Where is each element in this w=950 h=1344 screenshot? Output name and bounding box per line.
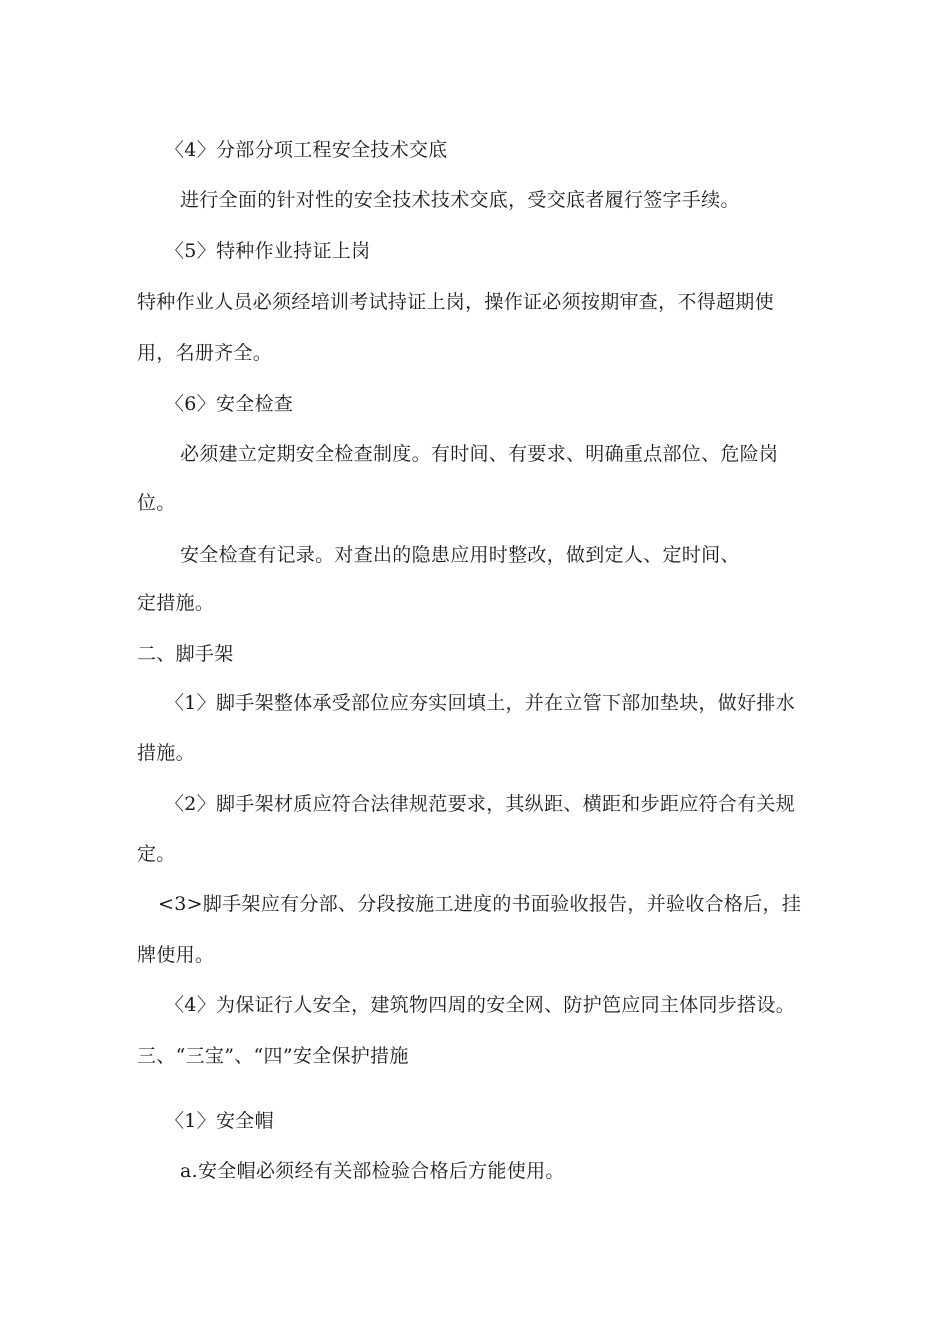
scaffold-item-4: 〈4〉为保证行人安全，建筑物四周的安全网、防护笆应同主体同步搭设。 (165, 994, 795, 1016)
paragraph-special-operations-line2: 用，名册齐全。 (137, 342, 273, 364)
paragraph-special-operations-line1: 特种作业人员必须经培训考试持证上岗，操作证必须按期审查，不得超期使 (137, 291, 774, 313)
scaffold-item-1-line1: 〈1〉脚手架整体承受部位应夯实回填土，并在立管下部加垫块，做好排水 (165, 692, 795, 714)
paragraph-inspection-line1: 必须建立定期安全检查制度。有时间、有要求、明确重点部位、危险岗 (180, 443, 779, 465)
section-heading-scaffolding: 二、脚手架 (137, 643, 234, 665)
heading-4-safety-briefing: 〈4〉分部分项工程安全技术交底 (165, 139, 448, 161)
heading-6-safety-inspection: 〈6〉安全检查 (165, 393, 294, 415)
heading-1-safety-helmet: 〈1〉安全帽 (165, 1110, 274, 1132)
heading-5-special-operations: 〈5〉特种作业持证上岗 (165, 240, 371, 262)
scaffold-item-2-line2: 定。 (137, 843, 176, 865)
helmet-item-a: a.安全帽必须经有关部检验合格后方能使用。 (180, 1160, 565, 1182)
scaffold-item-1-line2: 措施。 (137, 742, 195, 764)
section-heading-three-treasures: 三、“三宝”、“四”安全保护措施 (137, 1045, 409, 1067)
scaffold-item-3-line1: <3>脚手架应有分部、分段按施工进度的书面验收报告，并验收合格后，挂 (158, 893, 802, 915)
scaffold-item-2-line1: 〈2〉脚手架材质应符合法律规范要求，其纵距、横距和步距应符合有关规 (165, 793, 795, 815)
paragraph-records-line1: 安全检查有记录。对查出的隐患应用时整改，做到定人、定时间、 (180, 544, 740, 566)
scaffold-item-3-line2: 牌使用。 (137, 944, 215, 966)
paragraph-inspection-line2: 位。 (137, 492, 176, 514)
paragraph-records-line2: 定措施。 (137, 592, 215, 614)
paragraph-briefing: 进行全面的针对性的安全技术技术交底，受交底者履行签字手续。 (180, 189, 740, 211)
